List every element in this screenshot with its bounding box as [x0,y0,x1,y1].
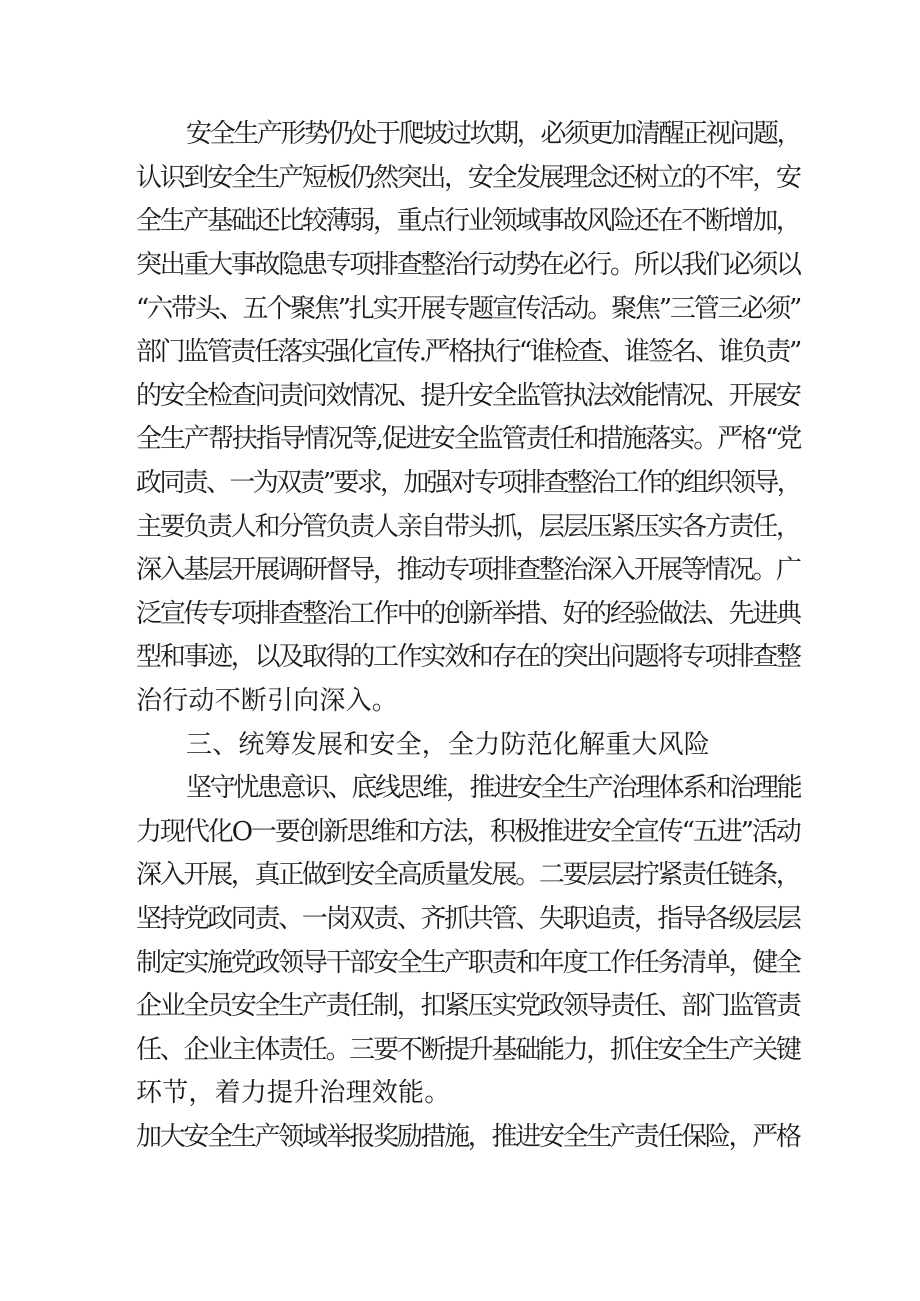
paragraph-2-line-1: 坚守忧患意识、底线思维，推进安全生产治理体系和治理能 [186,773,801,803]
paragraph-1-line-12: 泛宣传专项排查整治工作中的创新举措、好的经验做法、先进典 [136,599,800,629]
paragraph-2-line-8: 环节，着力提升治理效能。 [136,1078,451,1108]
paragraph-1-line-5: “六带头、五个聚焦”扎实开展专题宣传活动。聚焦”三管三必须” [136,294,801,324]
paragraph-1-line-4: 突出重大事故隐患专项排查整治行动势在必行。所以我们必须以 [136,250,800,280]
paragraph-1-line-1: 安全生产形势仍处于爬坡过坎期，必须更加清醒正视问题， [186,119,801,149]
section-heading: 三、统筹发展和安全，全力防范化解重大风险 [186,730,711,760]
paragraph-2-line-2: 力现代化O一要创新思维和方法，积极推进安全宣传“五进”活动 [136,817,800,847]
paragraph-1-line-7: 的安全检查问责问效情况、提升安全监管执法效能情况、开展安 [136,381,800,411]
paragraph-1-line-14: 治行动不断引向深入。 [136,686,399,716]
paragraph-1-line-13: 型和事迹，以及取得的工作实效和存在的突出问题将专项排查整 [136,642,800,672]
paragraph-1-line-3: 全生产基础还比较薄弱，重点行业领域事故风险还在不断增加， [136,206,800,236]
paragraph-1-line-10: 主要负责人和分管负责人亲自带头抓，层层压紧压实各方责任， [136,512,800,542]
paragraph-2-line-7: 任、企业主体责任。三要不断提升基础能力，抓住安全生产关键 [136,1035,800,1065]
paragraph-1-line-2: 认识到安全生产短板仍然突出，安全发展理念还树立的不牢，安 [136,163,800,193]
paragraph-2-line-5: 制定实施党政领导干部安全生产职责和年度工作任务清单，健全 [136,948,800,978]
paragraph-1-line-6: 部门监管责任落实强化宣传.严格执行“谁检查、谁签名、谁负责” [136,337,800,367]
paragraph-1-line-11: 深入基层开展调研督导，推动专项排查整治深入开展等情况。广 [136,555,800,585]
paragraph-3-line-1: 加大安全生产领域举报奖励措施，推进安全生产责任保险，严格 [136,1122,800,1152]
paragraph-1-line-9: 政同责、一为双责”要求，加强对专项排查整治工作的组织领导， [136,468,801,498]
paragraph-2-line-3: 深入开展，真正做到安全高质量发展。二要层层拧紧责任链条， [136,860,800,890]
paragraph-2-line-4: 坚持党政同责、一岗双责、齐抓共管、失职追责，指导各级层层 [136,904,800,934]
paragraph-1-line-8: 全生产帮扶指导情况等,促进安全监管责任和措施落实。严格“党 [136,424,801,454]
paragraph-2-line-6: 企业全员安全生产责任制，扣紧压实党政领导责任、部门监管责 [136,991,800,1021]
